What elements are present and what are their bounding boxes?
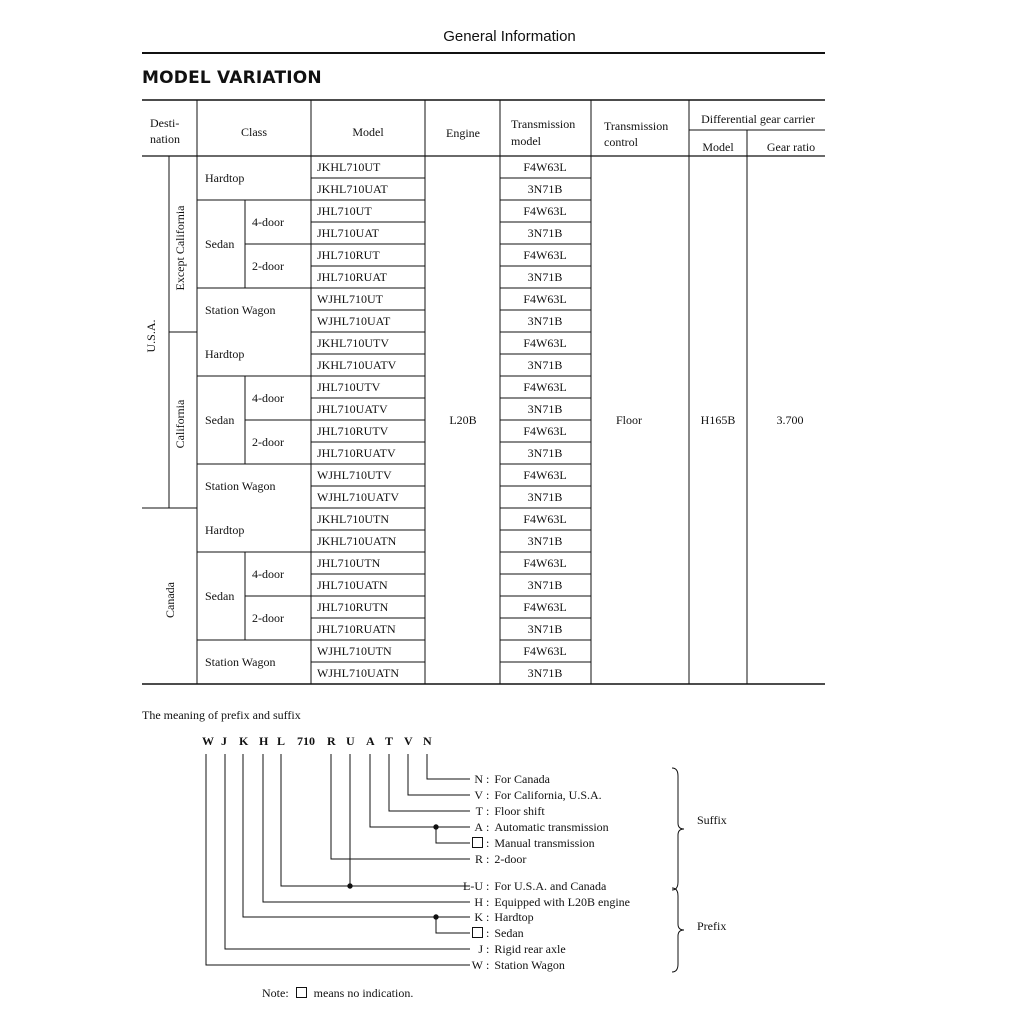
transmission-cell: F4W63L [523,380,567,394]
legend-item [440,926,524,941]
model-cell: WJHL710UAT [317,314,391,328]
note-text: means no indication. [313,986,414,1000]
section-title: MODEL VARIATION [142,68,322,88]
model-cell: JHL710UATN [317,578,388,592]
class-4-door: 4-door [252,215,284,229]
diff-model-cell: H165B [700,413,736,427]
legend-code: W [471,958,483,972]
prefix-label: Prefix [697,919,727,933]
model-cell: JHL710RUT [317,248,380,262]
model-cell: JHL710RUATN [317,622,396,636]
header-transmission-model: model [511,134,541,148]
code-letter: N [423,734,432,748]
note-label: Note: [262,986,289,1000]
suffix-label: Suffix [697,813,727,827]
header-differential: Differential gear carrier [701,112,815,126]
model-cell: WJHL710UT [317,292,383,306]
legend-code: J [478,942,483,956]
class-station-wagon: Station Wagon [205,303,276,317]
legend-text: For U.S.A. and Canada [494,879,607,893]
transmission-cell: F4W63L [523,292,567,306]
legend-item [440,958,565,973]
transmission-cell: F4W63L [523,644,567,658]
class-2-door: 2-door [252,259,284,273]
model-cell: WJHL710UATV [317,490,399,504]
meaning-title: The meaning of prefix and suffix [142,708,301,722]
model-cell: JHL710UTN [317,556,381,570]
legend-colon: : [483,926,493,940]
header-diff-model: Model [702,140,734,154]
empty-square-icon [472,927,483,938]
legend-item [440,820,609,835]
legend-text: Manual transmission [494,836,595,850]
model-cell: JHL710RUTV [317,424,389,438]
transmission-cell: F4W63L [523,336,567,350]
legend-colon: : [483,852,493,866]
code-letter: K [239,734,249,748]
legend-text: Station Wagon [494,958,565,972]
model-cell: WJHL710UTN [317,644,392,658]
legend-colon: : [483,879,493,893]
model-cell: JKHL710UTV [317,336,389,350]
legend-item [440,836,595,851]
code-letter: H [259,734,269,748]
dest-canada: Canada [163,582,177,618]
code-letter: W [202,734,214,748]
legend-colon: : [483,942,493,956]
legend-code: A [474,820,483,834]
header-transmission-control: Transmission [604,119,669,133]
legend-colon: : [483,820,493,834]
legend-colon: : [483,836,493,850]
legend-text: Equipped with L20B engine [494,895,630,909]
code-letter: J [221,734,227,748]
header-destination: nation [150,132,180,146]
transmission-cell: 3N71B [527,270,563,284]
legend-code: K [474,910,483,924]
legend-colon: : [483,910,493,924]
suffix-brace [672,768,684,890]
legend-colon: : [483,804,493,818]
legend-colon: : [483,895,493,909]
page-header: General Information [443,28,576,45]
class-hardtop: Hardtop [205,347,245,361]
class-2-door: 2-door [252,435,284,449]
class-4-door: 4-door [252,567,284,581]
transmission-cell: F4W63L [523,512,567,526]
model-cell: JHL710UAT [317,226,379,240]
legend-code: N [474,772,483,786]
legend-text: Automatic transmission [494,820,609,834]
model-cell: JHL710RUATV [317,446,396,460]
legend-text: 2-door [494,852,527,866]
transmission-cell: F4W63L [523,204,567,218]
transmission-cell: F4W63L [523,468,567,482]
empty-square-icon [296,987,307,998]
code-letter: V [404,734,413,748]
class-sedan: Sedan [205,413,235,427]
transmission-cell: 3N71B [527,314,563,328]
legend-item [440,895,630,910]
header-class: Class [240,125,268,139]
model-cell: JKHL710UATV [317,358,397,372]
model-cell: JKHL710UAT [317,182,388,196]
branch-j [225,754,470,949]
model-cell: WJHL710UATN [317,666,399,680]
code-letter: T [385,734,394,748]
dest-usa: U.S.A. [144,319,158,353]
class-station-wagon: Station Wagon [205,479,276,493]
legend-text: Rigid rear axle [494,942,566,956]
transmission-cell: 3N71B [527,578,563,592]
transmission-cell: 3N71B [527,358,563,372]
prefix-brace [672,888,684,972]
model-cell: JKHL710UATN [317,534,397,548]
branch-h [263,754,470,902]
dest-except-california: Except California [173,205,187,291]
class-4-door: 4-door [252,391,284,405]
code-letter: U [346,734,355,748]
code-letter: A [366,734,375,748]
empty-square-icon [472,837,483,848]
class-station-wagon: Station Wagon [205,655,276,669]
model-cell: JKHL710UT [317,160,381,174]
model-cell: JKHL710UTN [317,512,389,526]
legend-item [440,942,566,957]
class-sedan: Sedan [205,589,235,603]
legend-code: L-U [463,879,483,893]
model-cell: JHL710RUTN [317,600,389,614]
legend-text: Sedan [494,926,524,940]
header-engine: Engine [446,126,480,140]
legend-code: H [474,895,483,909]
transmission-cell: F4W63L [523,556,567,570]
transmission-cell: 3N71B [527,666,563,680]
header-transmission-control: control [604,135,638,149]
legend-colon: : [483,958,493,972]
legend-code: V [474,788,483,802]
junction-dot [348,884,352,888]
model-cell: WJHL710UTV [317,468,392,482]
legend-text: Floor shift [494,804,545,818]
header-transmission-model: Transmission [511,117,576,131]
class-hardtop: Hardtop [205,171,245,185]
legend-colon: : [483,772,493,786]
transmission-cell: F4W63L [523,424,567,438]
transmission-cell: 3N71B [527,534,563,548]
code-letter: 710 [297,734,315,748]
code-letter: L [277,734,286,748]
header-model: Model [352,125,384,139]
legend-item [440,788,602,803]
model-cell: JHL710UATV [317,402,388,416]
note [262,986,413,1001]
legend-code: R [474,852,483,866]
legend-code [440,926,483,941]
header-diff-ratio: Gear ratio [766,140,816,154]
transmission-cell: 3N71B [527,226,563,240]
transmission-cell: 3N71B [527,402,563,416]
transmission-cell: 3N71B [527,490,563,504]
legend-item [440,804,545,819]
class-2-door: 2-door [252,611,284,625]
diff-ratio-cell: 3.700 [776,413,804,427]
legend-item [440,852,526,867]
legend-text: For California, U.S.A. [494,788,602,802]
transmission-cell: F4W63L [523,248,567,262]
legend-text: Hardtop [494,910,534,924]
code-letter: R [327,734,336,748]
transmission-cell: 3N71B [527,446,563,460]
header-destination: Desti- [150,116,180,130]
legend-item [440,772,550,787]
dest-california: California [173,399,187,449]
transmission-cell: 3N71B [527,622,563,636]
junction-dot [434,825,438,829]
legend-code: T [475,804,483,818]
transmission-cell: F4W63L [523,160,567,174]
legend-code [440,836,483,851]
legend-colon: : [483,788,493,802]
transmission-control-cell: Floor [615,413,643,427]
class-hardtop: Hardtop [205,523,245,537]
model-cell: JHL710UTV [317,380,381,394]
model-cell: JHL710RUAT [317,270,388,284]
junction-dot [434,915,438,919]
class-sedan: Sedan [205,237,235,251]
model-cell: JHL710UT [317,204,372,218]
engine-cell: L20B [449,413,477,427]
legend-text: For Canada [494,772,550,786]
transmission-cell: F4W63L [523,600,567,614]
legend-item [440,910,534,925]
transmission-cell: 3N71B [527,182,563,196]
legend-item [440,879,606,894]
